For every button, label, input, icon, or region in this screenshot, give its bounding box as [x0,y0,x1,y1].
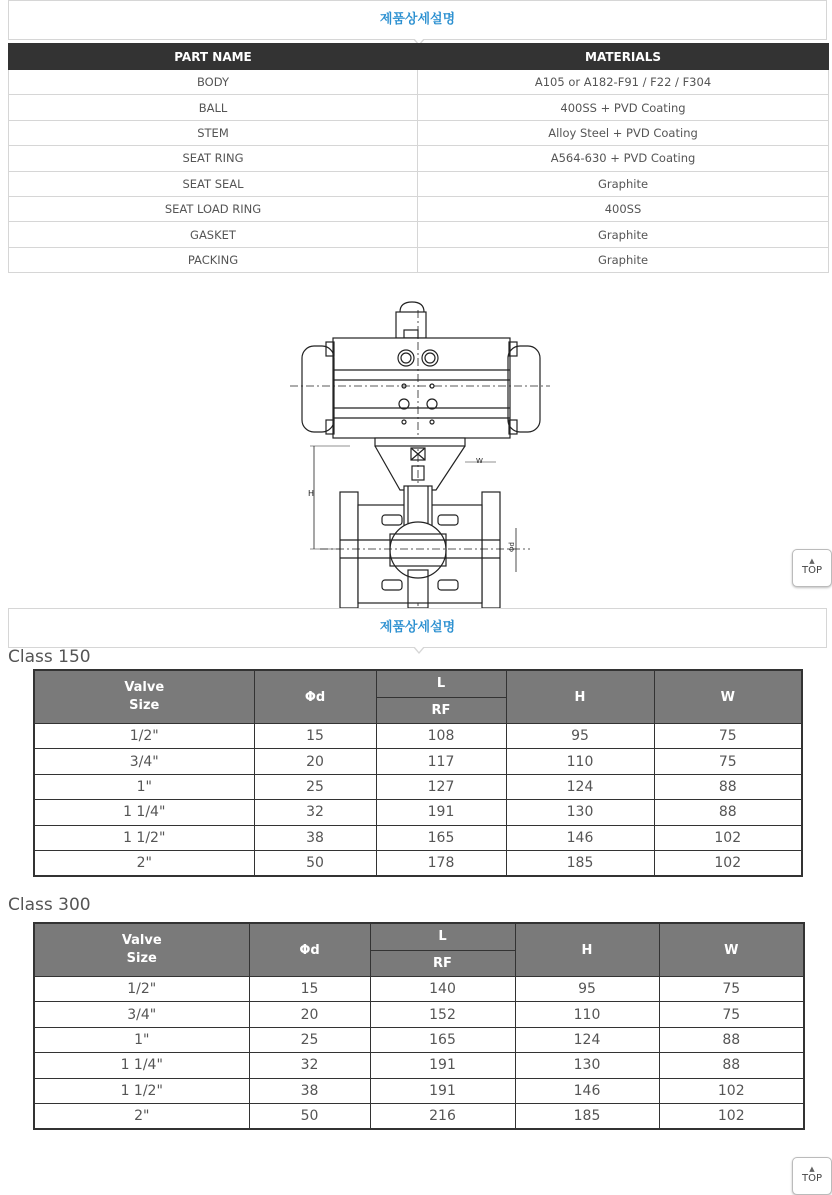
material-cell: Graphite [418,247,829,272]
table-row [34,850,802,876]
h-cell: 95 [515,977,659,1002]
header-rf: RF [370,950,515,977]
l-rf-cell: 165 [370,1027,515,1052]
table-row [34,1078,804,1103]
section-title-2: 제품상세설명 [379,620,456,635]
table-row [34,1002,804,1027]
table-row [34,774,802,799]
header-h: H [515,923,659,977]
l-rf-cell: 178 [376,850,506,876]
l-rf-cell: 108 [376,724,506,749]
phi-d-cell: 20 [249,1002,370,1027]
phi-d-cell: 38 [254,825,376,850]
h-cell: 130 [506,800,654,825]
section-header-2 [8,608,827,648]
scroll-top-button[interactable] [792,549,832,587]
table-row [34,724,802,749]
phi-d-cell: 32 [249,1053,370,1078]
part-name-cell: BALL [9,95,418,120]
table-row [34,977,804,1002]
material-cell: 400SS + PVD Coating [418,95,829,120]
h-cell: 110 [506,749,654,774]
valve-size-cell: 1 1/4" [34,800,254,825]
material-cell: Graphite [418,171,829,196]
l-rf-cell: 191 [370,1078,515,1103]
materials-row [9,95,829,120]
valve-size-cell: 1 1/4" [34,1053,249,1078]
valve-size-cell: 1/2" [34,724,254,749]
w-cell: 88 [654,800,802,825]
header-phi-d: Φd [254,670,376,724]
table-row [34,1103,804,1129]
w-cell: 102 [659,1078,804,1103]
header-phi-d: Φd [249,923,370,977]
table-row [34,749,802,774]
phi-d-cell: 25 [249,1027,370,1052]
header-l: L [376,670,506,697]
materials-table [8,43,829,273]
l-rf-cell: 165 [376,825,506,850]
h-cell: 185 [515,1103,659,1129]
table-row [34,800,802,825]
phi-d-cell: 38 [249,1078,370,1103]
section-title: 제품상세설명 [379,12,456,27]
material-cell: 400SS [418,196,829,221]
phi-d-cell: 50 [254,850,376,876]
class-150-title: Class 150 [8,647,91,667]
table-row [34,1027,804,1052]
scroll-top-button-2[interactable] [792,1157,832,1195]
w-cell: 75 [659,1002,804,1027]
arrow-up-icon: ▲ [809,1165,815,1173]
w-cell: 102 [654,825,802,850]
w-cell: 75 [654,724,802,749]
h-cell: 146 [515,1078,659,1103]
h-cell: 130 [515,1053,659,1078]
part-name-cell: SEAT RING [9,146,418,171]
phi-d-cell: 32 [254,800,376,825]
part-name-cell: GASKET [9,222,418,247]
part-name-cell: SEAT SEAL [9,171,418,196]
l-rf-cell: 216 [370,1103,515,1129]
w-cell: 75 [659,977,804,1002]
valve-size-cell: 3/4" [34,1002,249,1027]
w-cell: 88 [654,774,802,799]
valve-size-cell: 3/4" [34,749,254,774]
part-name-cell: PACKING [9,247,418,272]
h-cell: 146 [506,825,654,850]
w-cell: 75 [654,749,802,774]
valve-size-cell: 1 1/2" [34,825,254,850]
section-header [8,0,827,40]
valve-size-cell: 2" [34,1103,249,1129]
class-300-title: Class 300 [8,895,91,915]
valve-size-cell: 1" [34,774,254,799]
material-cell: A564-630 + PVD Coating [418,146,829,171]
valve-size-cell: 1" [34,1027,249,1052]
material-cell: Graphite [418,222,829,247]
material-cell: A105 or A182-F91 / F22 / F304 [418,70,829,95]
l-rf-cell: 152 [370,1002,515,1027]
arrow-up-icon: ▲ [809,557,815,565]
class-150-table [33,669,803,877]
header-materials: MATERIALS [418,44,829,70]
h-cell: 124 [506,774,654,799]
header-part-name: PART NAME [9,44,418,70]
w-cell: 88 [659,1027,804,1052]
class-300-table [33,922,805,1130]
material-cell: Alloy Steel + PVD Coating [418,120,829,145]
w-cell: 102 [659,1103,804,1129]
phi-d-cell: 50 [249,1103,370,1129]
valve-drawing [290,300,550,608]
h-cell: 185 [506,850,654,876]
materials-row [9,70,829,95]
top-label: TOP [801,565,822,576]
l-rf-cell: 191 [370,1053,515,1078]
part-name-cell: SEAT LOAD RING [9,196,418,221]
phi-d-cell: 15 [254,724,376,749]
top-label: TOP [801,1173,822,1184]
header-notch-2 [413,647,425,654]
dim-label-d: Φd [508,542,516,552]
materials-row [9,222,829,247]
table-row [34,825,802,850]
header-w: W [659,923,804,977]
phi-d-cell: 25 [254,774,376,799]
valve-size-cell: 1/2" [34,977,249,1002]
materials-row [9,146,829,171]
part-name-cell: STEM [9,120,418,145]
materials-row [9,247,829,272]
l-rf-cell: 117 [376,749,506,774]
materials-row [9,171,829,196]
h-cell: 95 [506,724,654,749]
w-cell: 88 [659,1053,804,1078]
l-rf-cell: 140 [370,977,515,1002]
dim-label-w: W [476,457,483,465]
l-rf-cell: 191 [376,800,506,825]
w-cell: 102 [654,850,802,876]
header-l: L [370,923,515,950]
header-rf: RF [376,697,506,724]
h-cell: 110 [515,1002,659,1027]
dim-label-h: H [308,489,315,498]
header-w: W [654,670,802,724]
l-rf-cell: 127 [376,774,506,799]
valve-size-cell: 2" [34,850,254,876]
part-name-cell: BODY [9,70,418,95]
table-row [34,1053,804,1078]
phi-d-cell: 15 [249,977,370,1002]
valve-size-cell: 1 1/2" [34,1078,249,1103]
materials-row [9,196,829,221]
header-h: H [506,670,654,724]
header-valve-size: Valve Size [34,670,254,724]
phi-d-cell: 20 [254,749,376,774]
materials-row [9,120,829,145]
header-valve-size: Valve Size [34,923,249,977]
h-cell: 124 [515,1027,659,1052]
